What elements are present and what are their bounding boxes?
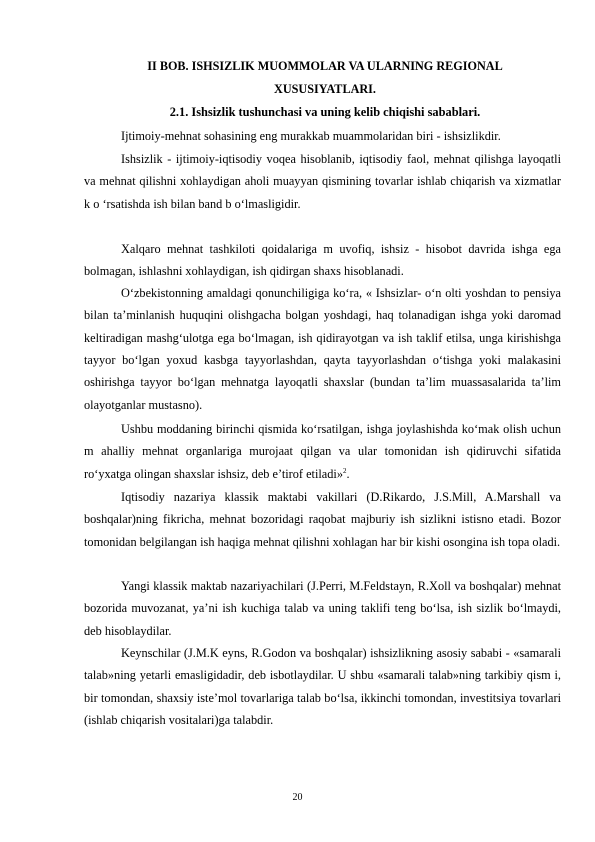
paragraph-4: O‘zbekistonning amaldagi qonunchiligiga ko‘ra, « Ishsizlar- o‘n olti yoshdan to pensiya bilan ta’minlanish huquqini olishgacha bolgan yoshdagi, haq tolanadigan ishga yoki daromad keltiradigan mashg‘ulotga ega bo‘lmagan, ish qidirayotgan va ish taklif etilsa, unga kirishishga tayyor bo‘lgan yoxud kasbga tayyorlashdan, qayta tayyorlashdan o‘tishga yoki malakasini oshirishga tayyor bo‘lgan mehnatga layoqatli shaxslar (bundan ta’lim muassasalarida ta’lim olayotganlar mustasno). xyxy=(84,286,561,412)
paragraph-8: Keynschilar (J.M.K eyns, R.Godon va boshqalar) ishsizlikning asosiy sababi - «samarali talab»ning yetarli emasligidadir, deb isbotlaydilar. U shbu «samarali talab»ning tarkibiy qism i, bir tomondan, shaxsiy iste’mol tovarlariga talab bo‘lsa, ikkinchi tomondan, investitsiya tovarlari (ishlab chiqarish vositalari)ga talabdir. xyxy=(84,646,561,728)
section-title: 2.1. Ishsizlik tushunchasi va uning kelib chiqishi sabablari. xyxy=(169,105,481,119)
page-number: 20 xyxy=(292,792,303,803)
chapter-title-line2: XUSUSIYATLARI. xyxy=(274,82,376,96)
chapter-title-line1: II BOB. ISHSIZLIK MUOMMOLAR VA ULARNING REGIONAL xyxy=(147,59,503,73)
paragraph-1: Ijtimoiy-mehnat sohasining eng murakkab muammolaridan biri - ishsizlikdir. xyxy=(121,129,501,143)
paragraph-6: Iqtisodiy nazariya klassik maktabi vakillari (D.Rikardo, J.S.Mill, A.Marshall va boshqalar)ning fikricha, mehnat bozoridagi raqobat majburiy ish sizlikni istisno etadi. Bozor tomonidan belgilangan ish haqiga mehnat qilishni xohlagan har bir kishi osongina ish topa oladi. xyxy=(84,490,561,549)
paragraph-7: Yangi klassik maktab nazariyachilari (J.Perri, M.Feldstayn, R.Xoll va boshqalar) mehnat bozorida muvozanat, ya’ni ish kuchiga talab va uning taklifi teng bo‘lsa, ish sizlik bo‘lmaydi, deb hisoblaydilar. xyxy=(84,579,561,638)
footnote-reference[interactable]: 2 xyxy=(342,466,347,475)
paragraph-3: Xalqaro mehnat tashkiloti qoidalariga m uvofiq, ishsiz - hisobot davrida ishga ega bolmagan, ishlashni xohlaydigan, ish qidirgan shaxs hisoblanadi. xyxy=(84,242,561,279)
paragraph-5 xyxy=(84,418,561,485)
paragraph-5-tail: . xyxy=(346,466,350,481)
paragraph-5-text: Ushbu moddaning birinchi qismida ko‘rsatilgan, ishga joylashishda ko‘mak olish uchun m ahalliy mehnat organlariga murojaat qilgan va ular tomonidan ish qidiruvchi sifatida ro‘yxatga olingan shaxslar ishsiz, deb e’tirof etiladi» xyxy=(84,422,561,481)
paragraph-2: Ishsizlik - ijtimoiy-iqtisodiy voqea hisoblanib, iqtisodiy faol, mehnat qilishga layoqatli va mehnat qilishni xohlaydigan aholi muayyan qismining tovarlar ishlab chiqarish va xizmatlar k o ‘rsatishda ish bilan band b o‘lmasligidir. xyxy=(84,152,561,211)
